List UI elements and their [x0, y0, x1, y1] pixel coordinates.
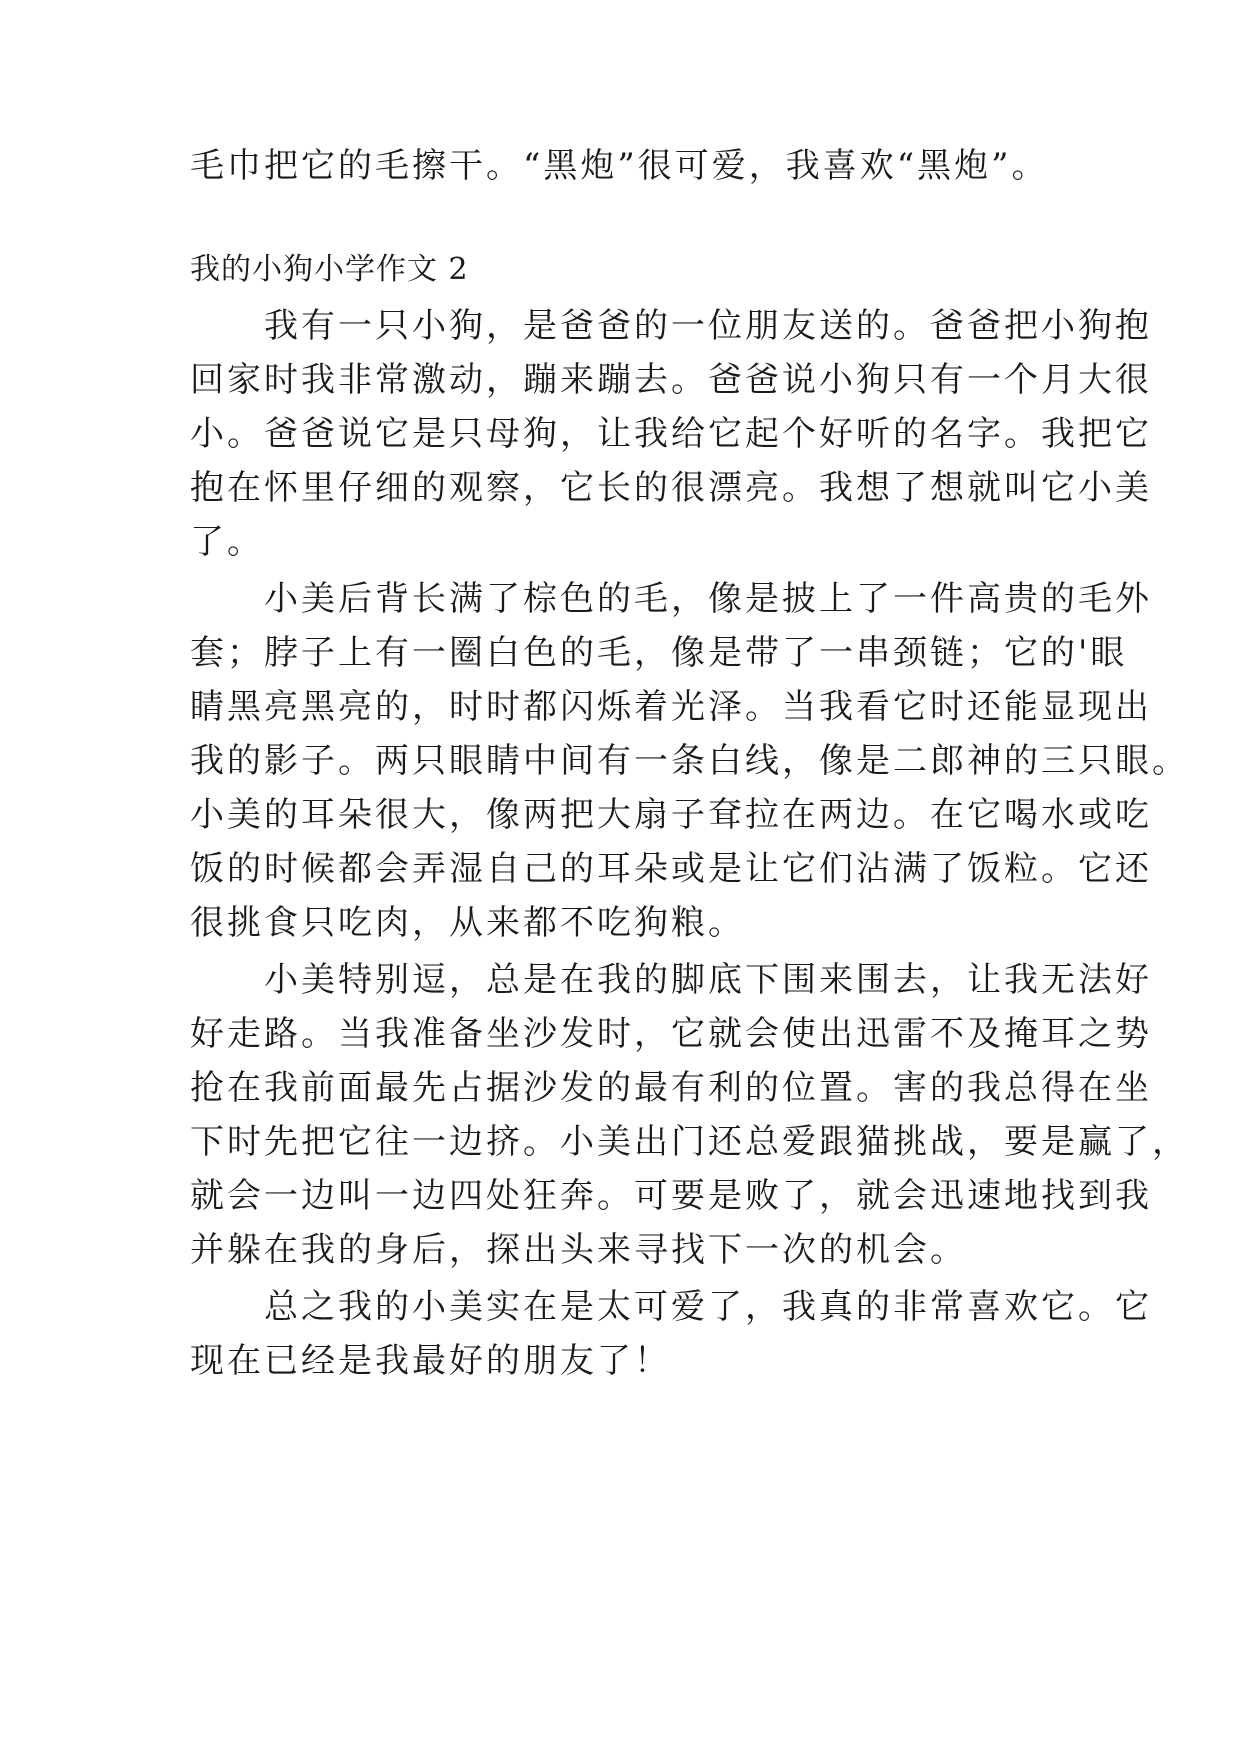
body-line-3: 小。爸爸说它是只母狗，让我给它起个好听的名字。我把它 — [190, 414, 1152, 454]
body-line-19: 总之我的小美实在是太可爱了，我真的非常喜欢它。它 — [190, 1287, 1152, 1327]
top-line: 毛巾把它的毛擦干。“黑炮”很可爱，我喜欢“黑炮”。 — [190, 146, 1049, 186]
body-line-14: 好走路。当我准备坐沙发时，它就会使出迅雷不及掩耳之势 — [190, 1014, 1152, 1054]
body-line-1: 我有一只小狗，是爸爸的一位朋友送的。爸爸把小狗抱 — [190, 306, 1152, 346]
body-line-13: 小美特别逗，总是在我的脚底下围来围去，让我无法好 — [190, 960, 1152, 1000]
body-line-17: 就会一边叫一边四处狂奔。可要是败了，就会迅速地找到我 — [190, 1176, 1152, 1216]
body-line-16: 下时先把它往一边挤。小美出门还总爱跟猫挑战，要是赢了， — [190, 1122, 1189, 1162]
body-line-10: 小美的耳朵很大，像两把大扇子耷拉在两边。在它喝水或吃 — [190, 795, 1152, 835]
body-line-20: 现在已经是我最好的朋友了！ — [190, 1341, 671, 1381]
body-line-2: 回家时我非常激动，蹦来蹦去。爸爸说小狗只有一个月大很 — [190, 360, 1152, 400]
body-line-5: 了。 — [190, 522, 264, 562]
body-line-7: 套；脖子上有一圈白色的毛，像是带了一串颈链；它的'眼 — [190, 633, 1128, 673]
body-line-12: 很挑食只吃肉，从来都不吃狗粮。 — [190, 903, 745, 943]
body-line-11: 饭的时候都会弄湿自己的耳朵或是让它们沾满了饭粒。它还 — [190, 849, 1152, 889]
body-line-9: 我的影子。两只眼睛中间有一条白线，像是二郎神的三只眼。 — [190, 741, 1189, 781]
body-line-4: 抱在怀里仔细的观察，它长的很漂亮。我想了想就叫它小美 — [190, 468, 1152, 508]
body-line-6: 小美后背长满了棕色的毛，像是披上了一件高贵的毛外 — [190, 579, 1152, 619]
section-heading: 我的小狗小学作文 2 — [190, 252, 469, 287]
body-line-18: 并躲在我的身后，探出头来寻找下一次的机会。 — [190, 1230, 967, 1270]
body-line-8: 睛黑亮黑亮的，时时都闪烁着光泽。当我看它时还能显现出 — [190, 687, 1152, 727]
body-line-15: 抢在我前面最先占据沙发的最有利的位置。害的我总得在坐 — [190, 1068, 1152, 1108]
